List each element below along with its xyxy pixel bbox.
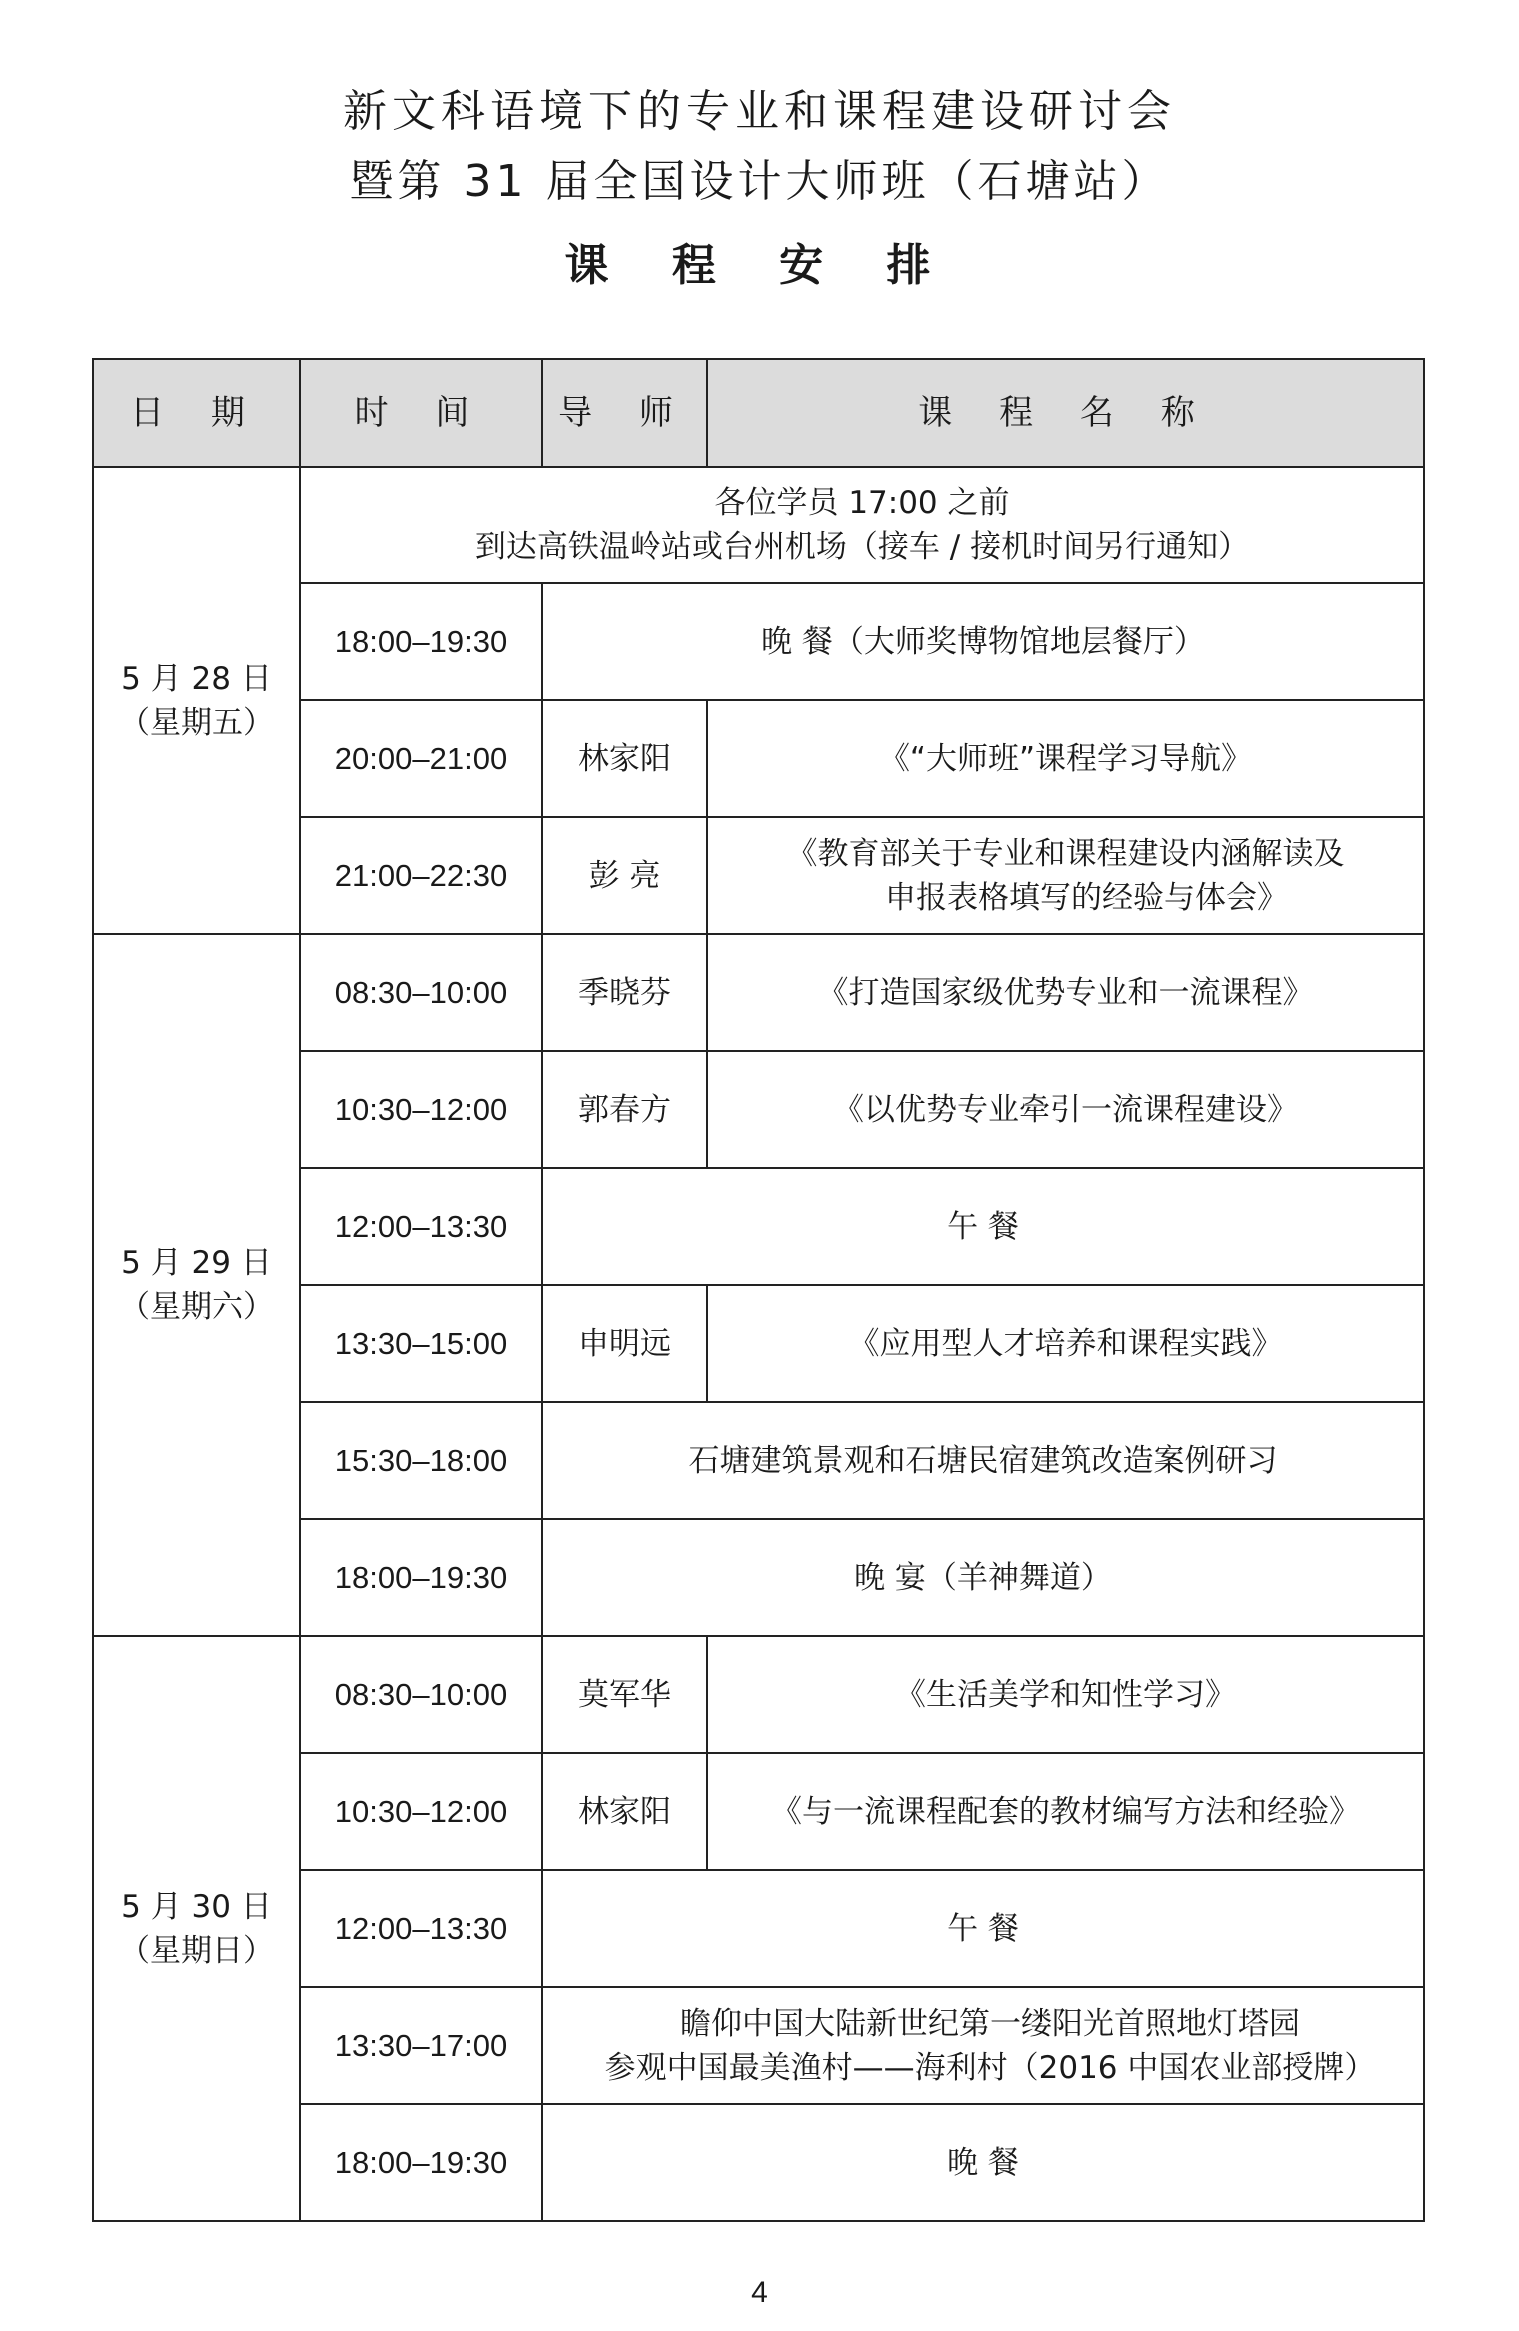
date-label: 5 月 29 日	[121, 1245, 272, 1281]
schedule-table	[92, 358, 1425, 2222]
time-cell: 18:00–19:30	[300, 2104, 542, 2221]
column-header-time: 时 间	[300, 359, 542, 467]
time-cell: 18:00–19:30	[300, 583, 542, 700]
notice-line: 各位学员 17:00 之前	[714, 485, 1010, 521]
time-cell: 10:30–12:00	[300, 1051, 542, 1168]
date-cell	[93, 1636, 300, 2221]
course-line: 《教育部关于专业和课程建设内涵解读及	[786, 835, 1345, 872]
notice-line: 到达高铁温岭站或台州机场（接车 / 接机时间另行通知）	[474, 529, 1250, 565]
time-cell: 08:30–10:00	[300, 1636, 542, 1753]
course-cell: 晚 餐	[542, 2104, 1424, 2221]
weekday-label: （星期五）	[119, 704, 274, 741]
title-line-1: 新文科语境下的专业和课程建设研讨会	[343, 86, 1176, 137]
arrival-notice	[300, 467, 1424, 583]
tutor-cell: 季晓芬	[542, 934, 707, 1051]
course-line: 参观中国最美渔村——海利村（2016 中国农业部授牌）	[604, 2049, 1376, 2086]
page-number: 4	[751, 2276, 768, 2309]
time-cell: 10:30–12:00	[300, 1753, 542, 1870]
table-row	[93, 934, 1424, 1051]
time-cell: 18:00–19:30	[300, 1519, 542, 1636]
course-cell: 《“大师班”课程学习导航》	[707, 700, 1424, 817]
column-header-tutor: 导 师	[542, 359, 707, 467]
course-line: 申报表格填写的经验与体会》	[885, 879, 1288, 916]
tutor-cell: 申明远	[542, 1285, 707, 1402]
tutor-cell: 郭春方	[542, 1051, 707, 1168]
course-cell: 《应用型人才培养和课程实践》	[707, 1285, 1424, 1402]
course-cell: 石塘建筑景观和石塘民宿建筑改造案例研习	[542, 1402, 1424, 1519]
date-label: 5 月 30 日	[121, 1888, 272, 1925]
time-cell: 13:30–15:00	[300, 1285, 542, 1402]
course-cell: 晚 餐（大师奖博物馆地层餐厅）	[542, 583, 1424, 700]
time-cell: 08:30–10:00	[300, 934, 542, 1051]
course-cell: 《生活美学和知性学习》	[707, 1636, 1424, 1753]
course-cell	[707, 817, 1424, 934]
column-header-course: 课 程 名 称	[707, 359, 1424, 467]
date-cell	[93, 934, 300, 1636]
table-header-row	[93, 359, 1424, 467]
tutor-cell: 彭 亮	[542, 817, 707, 934]
course-line: 瞻仰中国大陆新世纪第一缕阳光首照地灯塔园	[680, 2005, 1300, 2042]
time-cell: 21:00–22:30	[300, 817, 542, 934]
weekday-label: （星期日）	[119, 1932, 274, 1969]
time-cell: 12:00–13:30	[300, 1168, 542, 1285]
time-cell: 20:00–21:00	[300, 700, 542, 817]
course-cell: 《与一流课程配套的教材编写方法和经验》	[707, 1753, 1424, 1870]
course-cell: 午 餐	[542, 1870, 1424, 1987]
time-cell: 15:30–18:00	[300, 1402, 542, 1519]
table-row	[93, 1636, 1424, 1753]
tutor-cell: 林家阳	[542, 1753, 707, 1870]
weekday-label: （星期六）	[119, 1289, 274, 1325]
time-cell: 13:30–17:00	[300, 1987, 542, 2104]
title-line-2: 暨第 31 届全国设计大师班（石塘站）	[349, 156, 1170, 207]
course-cell	[542, 1987, 1424, 2104]
schedule-heading: 课 程 安 排	[564, 240, 955, 291]
course-cell: 午 餐	[542, 1168, 1424, 1285]
column-header-date: 日 期	[93, 359, 300, 467]
course-cell: 《以优势专业牵引一流课程建设》	[707, 1051, 1424, 1168]
table-row	[93, 467, 1424, 583]
course-cell: 《打造国家级优势专业和一流课程》	[707, 934, 1424, 1051]
tutor-cell: 林家阳	[542, 700, 707, 817]
tutor-cell: 莫军华	[542, 1636, 707, 1753]
date-cell	[93, 467, 300, 934]
course-cell: 晚 宴（羊神舞道）	[542, 1519, 1424, 1636]
date-label: 5 月 28 日	[121, 660, 272, 697]
time-cell: 12:00–13:30	[300, 1870, 542, 1987]
